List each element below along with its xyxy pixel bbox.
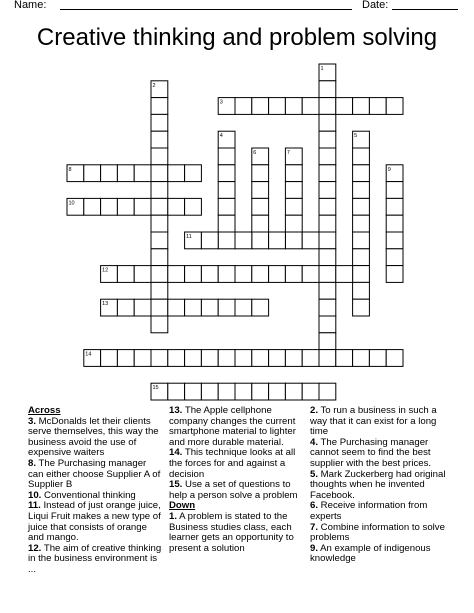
- cell-number: 9: [387, 166, 391, 173]
- grid-cell[interactable]: [269, 350, 286, 367]
- grid-cell[interactable]: [319, 282, 336, 299]
- grid-cell[interactable]: [319, 131, 336, 148]
- cell-number: 4: [219, 133, 223, 140]
- grid-cell[interactable]: [151, 282, 168, 299]
- grid-cell[interactable]: [386, 182, 403, 199]
- grid-cell[interactable]: [285, 182, 302, 199]
- grid-cell[interactable]: [319, 198, 336, 215]
- grid-cell[interactable]: [353, 182, 370, 199]
- grid-cell[interactable]: [353, 165, 370, 182]
- grid-cell[interactable]: [319, 232, 336, 249]
- grid-cell[interactable]: [235, 299, 252, 316]
- clue-number: 4.: [310, 436, 319, 448]
- grid-cell[interactable]: [201, 350, 218, 367]
- grid-cell[interactable]: [386, 232, 403, 249]
- grid-cell[interactable]: [218, 266, 235, 283]
- grid-cell[interactable]: [218, 383, 235, 400]
- grid-cell[interactable]: [386, 350, 403, 367]
- grid-cell[interactable]: [252, 350, 269, 367]
- down-clue-list: [169, 512, 304, 554]
- grid-cell[interactable]: [269, 232, 286, 249]
- grid-cell[interactable]: [134, 165, 151, 182]
- grid-cell[interactable]: [285, 383, 302, 400]
- clue-text: The Purchasing manager can either choose Supplier A of Supplier B: [28, 457, 161, 491]
- cell-number: 2: [152, 82, 156, 89]
- clue-text: The Apple cellphone company changes the current smartphone material to lighter and more durable material.: [169, 405, 296, 448]
- grid-cell[interactable]: [386, 266, 403, 283]
- clue-number: 1.: [169, 510, 178, 522]
- grid-cell[interactable]: [319, 299, 336, 316]
- grid-cell[interactable]: [151, 148, 168, 165]
- clue-item: [28, 544, 163, 576]
- grid-cell[interactable]: [201, 232, 218, 249]
- grid-cell[interactable]: [218, 198, 235, 215]
- grid-cell[interactable]: [252, 182, 269, 199]
- clue-item: [310, 470, 450, 502]
- grid-cell[interactable]: [319, 350, 336, 367]
- grid-cell[interactable]: [302, 98, 319, 115]
- cell-number: 10: [68, 200, 75, 207]
- grid-cell[interactable]: [84, 198, 101, 215]
- grid-cell[interactable]: [218, 350, 235, 367]
- grid-cell[interactable]: [302, 383, 319, 400]
- grid-cell[interactable]: [252, 232, 269, 249]
- grid-cell[interactable]: [101, 198, 118, 215]
- grid-cell[interactable]: [218, 182, 235, 199]
- name-blank[interactable]: [60, 9, 352, 10]
- clue-number: 9.: [310, 542, 319, 554]
- down-heading: Down: [169, 500, 196, 512]
- grid-cell[interactable]: [117, 350, 134, 367]
- cell-number: 13: [102, 301, 109, 308]
- grid-cell[interactable]: [319, 333, 336, 350]
- grid-cell[interactable]: [336, 350, 353, 367]
- clue-item: [28, 459, 163, 491]
- grid-cell[interactable]: [252, 165, 269, 182]
- grid-cell[interactable]: [285, 232, 302, 249]
- grid-cell[interactable]: [168, 383, 185, 400]
- grid-cell[interactable]: [235, 383, 252, 400]
- grid-cell[interactable]: [386, 198, 403, 215]
- grid-cell[interactable]: [151, 165, 168, 182]
- grid-cell[interactable]: [218, 232, 235, 249]
- grid-cell[interactable]: [235, 98, 252, 115]
- grid-cell[interactable]: [319, 98, 336, 115]
- grid-cell[interactable]: [151, 215, 168, 232]
- clue-column-3: [310, 406, 450, 565]
- grid-cell[interactable]: [353, 215, 370, 232]
- grid-cell[interactable]: [353, 299, 370, 316]
- grid-cell[interactable]: [302, 232, 319, 249]
- name-date-header: [0, 0, 474, 12]
- grid-cell[interactable]: [285, 266, 302, 283]
- grid-cell[interactable]: [168, 165, 185, 182]
- grid-cell[interactable]: [353, 232, 370, 249]
- crossword-grid: [0, 60, 474, 405]
- clue-column-1: [28, 406, 163, 576]
- grid-cell[interactable]: [151, 350, 168, 367]
- grid-cell[interactable]: [353, 148, 370, 165]
- clue-number: 11.: [28, 500, 41, 512]
- clue-item: [169, 448, 304, 480]
- cell-number: 3: [219, 99, 223, 106]
- grid-cell[interactable]: [218, 165, 235, 182]
- clue-item: [169, 512, 304, 554]
- grid-cell[interactable]: [336, 266, 353, 283]
- grid-cell[interactable]: [353, 282, 370, 299]
- cell-number: 12: [102, 267, 109, 274]
- grid-cell[interactable]: [117, 165, 134, 182]
- across-heading: Across: [28, 405, 61, 416]
- grid-cell[interactable]: [252, 383, 269, 400]
- clue-number: 15.: [169, 479, 183, 491]
- grid-cell[interactable]: [285, 165, 302, 182]
- cell-number: 5: [354, 133, 358, 140]
- grid-cell[interactable]: [252, 215, 269, 232]
- grid-cell[interactable]: [151, 182, 168, 199]
- clue-item: [169, 480, 304, 501]
- grid-cell[interactable]: [151, 131, 168, 148]
- clue-text: To run a business in such a way that it can exist for a long time: [310, 405, 437, 438]
- grid-cell[interactable]: [353, 350, 370, 367]
- grid-cell[interactable]: [353, 98, 370, 115]
- grid-cell[interactable]: [252, 266, 269, 283]
- grid-cell[interactable]: [285, 350, 302, 367]
- grid-cell[interactable]: [84, 165, 101, 182]
- grid-cell[interactable]: [369, 350, 386, 367]
- grid-cell[interactable]: [185, 299, 202, 316]
- grid-cell[interactable]: [151, 266, 168, 283]
- grid-cell[interactable]: [369, 98, 386, 115]
- clue-number: 7.: [310, 521, 319, 533]
- grid-cell[interactable]: [185, 383, 202, 400]
- grid-cell[interactable]: [117, 299, 134, 316]
- name-label: Name:: [14, 0, 47, 11]
- grid-cell[interactable]: [285, 215, 302, 232]
- grid-cell[interactable]: [319, 148, 336, 165]
- grid-cell[interactable]: [319, 114, 336, 131]
- grid-cell[interactable]: [134, 198, 151, 215]
- clue-number: 10.: [28, 489, 42, 501]
- grid-cell[interactable]: [168, 198, 185, 215]
- grid-cell[interactable]: [269, 383, 286, 400]
- grid-cell[interactable]: [319, 383, 336, 400]
- grid-cell[interactable]: [353, 249, 370, 266]
- grid-cell[interactable]: [151, 98, 168, 115]
- grid-cell[interactable]: [151, 114, 168, 131]
- clue-text: A problem is stated to the Business studies class, each learner gets an opportunity to present a solution: [169, 510, 294, 554]
- grid-cell[interactable]: [353, 198, 370, 215]
- grid-cell[interactable]: [235, 350, 252, 367]
- grid-cell[interactable]: [319, 215, 336, 232]
- clue-item: [169, 406, 304, 448]
- cell-number: 14: [85, 351, 92, 358]
- cell-number: 6: [253, 150, 257, 156]
- clue-text: Instead of just orange juice, Liqui Fruit makes a new type of juice that consists of orange and mango.: [28, 500, 161, 544]
- clue-text: This technique looks at all the forces for and against a decision: [169, 447, 296, 480]
- clue-text: An example of indigenous knowledge: [310, 542, 431, 565]
- grid-cell[interactable]: [134, 350, 151, 367]
- grid-cell[interactable]: [285, 98, 302, 115]
- grid-cell[interactable]: [319, 249, 336, 266]
- clue-item: [310, 544, 450, 565]
- grid-cell[interactable]: [168, 299, 185, 316]
- grid-cell[interactable]: [134, 266, 151, 283]
- clue-text: Combine information to solve problems: [310, 521, 445, 544]
- clue-number: 8.: [28, 457, 37, 469]
- grid-cell[interactable]: [319, 182, 336, 199]
- grid-cell[interactable]: [151, 232, 168, 249]
- grid-cell[interactable]: [269, 266, 286, 283]
- clue-item: [28, 417, 163, 459]
- clue-number: 13.: [169, 405, 183, 416]
- grid-cell[interactable]: [218, 299, 235, 316]
- grid-cell[interactable]: [185, 198, 202, 215]
- grid-cell[interactable]: [386, 249, 403, 266]
- grid-cell[interactable]: [168, 350, 185, 367]
- clue-number: 14.: [169, 447, 183, 459]
- grid-cell[interactable]: [302, 266, 319, 283]
- grid-cell[interactable]: [151, 316, 168, 333]
- clue-item: [28, 501, 163, 543]
- grid-cell[interactable]: [151, 198, 168, 215]
- grid-cell[interactable]: [168, 266, 185, 283]
- grid-cell[interactable]: [185, 165, 202, 182]
- grid-cell[interactable]: [319, 165, 336, 182]
- clue-text: The aim of creative thinking in the business environment is ...: [28, 542, 162, 575]
- grid-cell[interactable]: [117, 266, 134, 283]
- clue-number: 2.: [310, 405, 319, 416]
- grid-cell[interactable]: [252, 299, 269, 316]
- page-title: Creative thinking and problem solving: [36, 24, 438, 51]
- grid-cell[interactable]: [235, 232, 252, 249]
- cell-number: 15: [152, 385, 159, 392]
- grid-cell[interactable]: [319, 81, 336, 98]
- grid-cell[interactable]: [101, 350, 118, 367]
- clue-number: 5.: [310, 468, 319, 480]
- grid-cell[interactable]: [201, 266, 218, 283]
- clue-text: Mark Zuckerberg had original thoughts when he invented Facebook.: [310, 468, 446, 501]
- clue-item: [310, 523, 450, 544]
- clue-number: 6.: [310, 500, 319, 512]
- clue-text: McDonalds let their clients serve themselves, this way the business avoid the use of expensive waiters: [28, 415, 159, 459]
- clue-item: [310, 406, 450, 438]
- grid-cell[interactable]: [101, 165, 118, 182]
- clue-item: [310, 438, 450, 470]
- grid-cell[interactable]: [269, 98, 286, 115]
- grid-cell[interactable]: [185, 266, 202, 283]
- clue-item: [310, 501, 450, 522]
- across-clue-list-continued: [169, 406, 304, 501]
- grid-cell[interactable]: [386, 215, 403, 232]
- clue-text: The Purchasing manager cannot seem to find the best supplier with the best prices.: [310, 436, 432, 469]
- date-blank[interactable]: [392, 9, 458, 10]
- grid-cell[interactable]: [117, 198, 134, 215]
- down-clue-list-continued: [310, 406, 450, 565]
- grid-cell[interactable]: [386, 98, 403, 115]
- grid-cell[interactable]: [151, 249, 168, 266]
- clue-number: 12.: [28, 542, 42, 554]
- clue-column-2: [169, 406, 304, 554]
- grid-cell[interactable]: [302, 350, 319, 367]
- cell-number: 11: [186, 234, 192, 240]
- grid-cell[interactable]: [353, 266, 370, 283]
- grid-cell[interactable]: [151, 299, 168, 316]
- grid-cell[interactable]: [319, 316, 336, 333]
- grid-cell[interactable]: [252, 98, 269, 115]
- grid-cell[interactable]: [201, 299, 218, 316]
- grid-cell[interactable]: [252, 198, 269, 215]
- grid-cell[interactable]: [319, 266, 336, 283]
- cell-number: 8: [68, 166, 72, 173]
- grid-cell[interactable]: [201, 383, 218, 400]
- grid-cell[interactable]: [336, 98, 353, 115]
- grid-cell[interactable]: [285, 198, 302, 215]
- cell-number: 7: [286, 150, 290, 156]
- clue-text: Use a set of questions to help a person solve a problem: [169, 479, 298, 501]
- cell-number: 1: [320, 66, 324, 72]
- clue-text: Conventional thinking: [41, 489, 136, 501]
- grid-cell[interactable]: [185, 350, 202, 367]
- date-label: Date:: [362, 0, 389, 11]
- clue-text: Receive information from experts: [310, 500, 428, 522]
- clue-number: 3.: [28, 415, 37, 427]
- grid-cell[interactable]: [134, 299, 151, 316]
- grid-cell[interactable]: [235, 266, 252, 283]
- grid-cell[interactable]: [218, 215, 235, 232]
- across-clue-list: [28, 417, 163, 576]
- grid-cell[interactable]: [218, 148, 235, 165]
